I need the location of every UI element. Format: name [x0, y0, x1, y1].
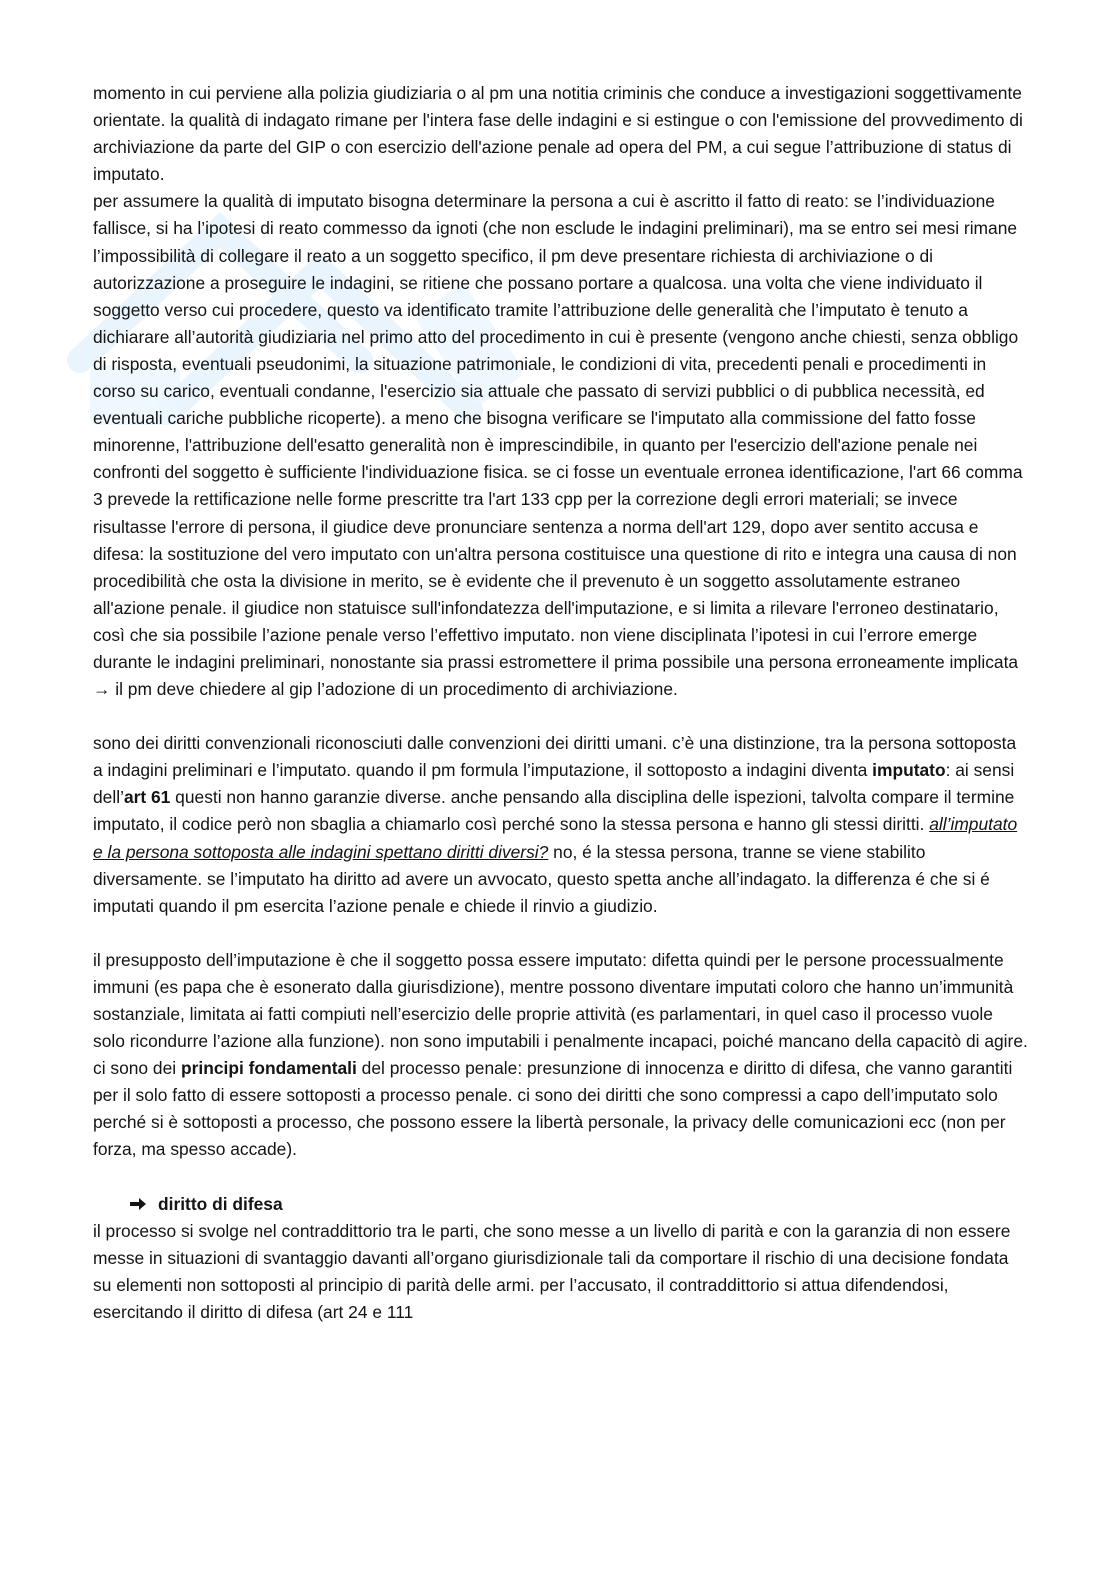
paragraph-imputato-identificazione: per assumere la qualità di imputato bisogna determinare la persona a cui è ascritto il fatto di reato: se l’individuazione fallisce, si ha l’ipotesi di reato commesso da ignoti (che non esclude le indagini preliminari), ma se entro sei mesi rimane l’impossibilità di collegare il reato a un soggetto specifico, il pm deve presentare richiesta di archiviazione o di autorizzazione a proseguire le indagini, se ritiene che possano portare a qualcosa. una volta che viene individuato il soggetto verso cui procedere, questo va identificato tramite l’attribuzione delle generalità che l’imputato è tenuto a dichiarare all’autorità giudiziaria nel primo atto del procedimento in cui è presente (vengono anche chiesti, senza obbligo di risposta, eventuali pseudonimi, la situazione patrimoniale, le condizioni di vita, precedenti penali e procedimenti in corso su carico, eventuali condanne, l'esercizio sia attuale che passato di servizi pubblici o di pubblica necessità, ed eventuali cariche pubbliche ricoperte). a meno che bisogna verificare se l'imputato alla commissione del fatto fosse minorenne, l'attribuzione dell'esatto generalità non è imprescindibile, in quanto per l'esercizio dell'azione penale nei confronti del soggetto è sufficiente l'individuazione fisica. se ci fosse un eventuale erronea identificazione, l'art 66 comma 3 prevede la rettificazione nelle forme prescritte tra l'art 133 cpp per la correzione degli errori materiali; se invece risultasse l'errore di persona, il giudice deve pronunciare sentenza a norma dell'art 129, dopo aver sentito accusa e difesa: la sostituzione del vero imputato con un'altra persona costituisce una questione di rito e integra una causa di non procedibilità che osta la divisione in merito, se è evidente che il prevenuto è un soggetto assolutamente estraneo all'azione penale. il giudice non statuisce sull'infondatezza dell'imputazione, e si limita a rilevare l'erroneo destinatario, così che sia possibile l’azione penale verso l’effettivo imputato. non viene disciplinata l’ipotesi in cui l’errore emerge durante le indagini preliminari, nonostante sia prassi estromettere il prima possibile una persona erroneamente implicata → il pm deve chiedere al gip l’adozione di un procedimento di archiviazione.: [93, 191, 1023, 700]
paragraph-gap: [93, 920, 1028, 947]
section-heading-label: diritto di difesa: [158, 1193, 283, 1214]
paragraph-principi-fondamentali: [93, 1055, 1028, 1163]
bold-term-imputato: imputato: [872, 760, 946, 781]
text-run: ci sono dei: [93, 1058, 181, 1079]
paragraph-presupposto-imputazione: il presupposto dell’imputazione è che il soggetto possa essere imputato: difetta quindi per le persone processualmente immuni (es papa che è esonerato dalla giurisdizione), mentre possono diventare imputati coloro che hanno un’immunità sostanziale, limitata ai fatti compiuti nell’esercizio delle proprie attività (es parlamentari, in quel caso il processo vuole solo ricondurre l’azione alla funzione). non sono imputabili i penalmente incapaci, poiché mancano della capacitò di agire.: [93, 949, 1028, 1052]
text-run: no, é la stessa persona, tranne se viene stabilito diversamente. se l’imputato ha diritto ad avere un avvocato, questo spetta anche all’indagato. la differenza é che si é imputati quando il pm esercita l’azione penale e chiede il rinvio a giudizio.: [93, 841, 990, 916]
bold-term-art-61: art 61: [123, 787, 171, 808]
paragraph-gap: [93, 703, 1028, 730]
paragraph-indagato: momento in cui perviene alla polizia giudiziaria o al pm una notitia criminis che conduce a investigazioni soggettivamente orientate. la qualità di indagato rimane per l'intera fase delle indagini e si estingue o con l'emissione del provvedimento di archiviazione da parte del GIP o con esercizio dell'azione penale ad opera del PM, a cui segue l’attribuzione di status di imputato.: [93, 83, 1023, 185]
text-run: sono dei diritti convenzionali riconosciuti dalle convenzioni dei diritti umani. c’è una distinzione, tra la persona sottoposta a indagini preliminari e l’imputato. quando il pm formula l’imputazione, il sottoposto a indagini diventa: [93, 733, 1017, 781]
document-body: [93, 80, 1028, 1326]
text-run: : ai sensi dell’: [93, 760, 1015, 808]
bold-term-principi: principi fondamentali: [180, 1058, 357, 1079]
paragraph-gap: [93, 1164, 1028, 1191]
paragraph-diritti-convenzionali: [93, 730, 1028, 920]
underlined-question: all’imputato e la persona sottoposta alle indagini spettano diritti diversi?: [93, 814, 1018, 862]
paragraph-contraddittorio: il processo si svolge nel contraddittorio tra le parti, che sono messe a un livello di parità e con la garanzia di non essere messe in situazioni di svantaggio davanti all’organo giurisdizionale tali da comportare il rischio di una decisione fondata su elementi non sottoposti al principio di parità delle armi. per l’accusato, il contraddittorio si attua difendendosi, esercitando il diritto di difesa (art 24 e 111: [93, 1220, 1011, 1322]
text-run: questi non hanno garanzie diverse. anche pensando alla disciplina delle ispezioni, talvolta compare il termine imputato, il codice però non sbaglia a chiamarlo così perché sono la stessa persona e hanno gli stessi diritti.: [93, 787, 1015, 835]
text-run: del processo penale: presunzione di innocenza e diritto di difesa, che vanno garantiti per il solo fatto di essere sottoposti a processo penale. ci sono dei diritti che sono compressi a capo dell’imputato solo perché si è sottoposti a processo, che possono essere la libertà personale, la privacy delle comunicazioni ecc (non per forza, ma spesso accade).: [93, 1058, 1013, 1160]
section-heading-diritto-di-difesa: [93, 1191, 1028, 1218]
arrow-right-icon: [130, 1197, 146, 1211]
